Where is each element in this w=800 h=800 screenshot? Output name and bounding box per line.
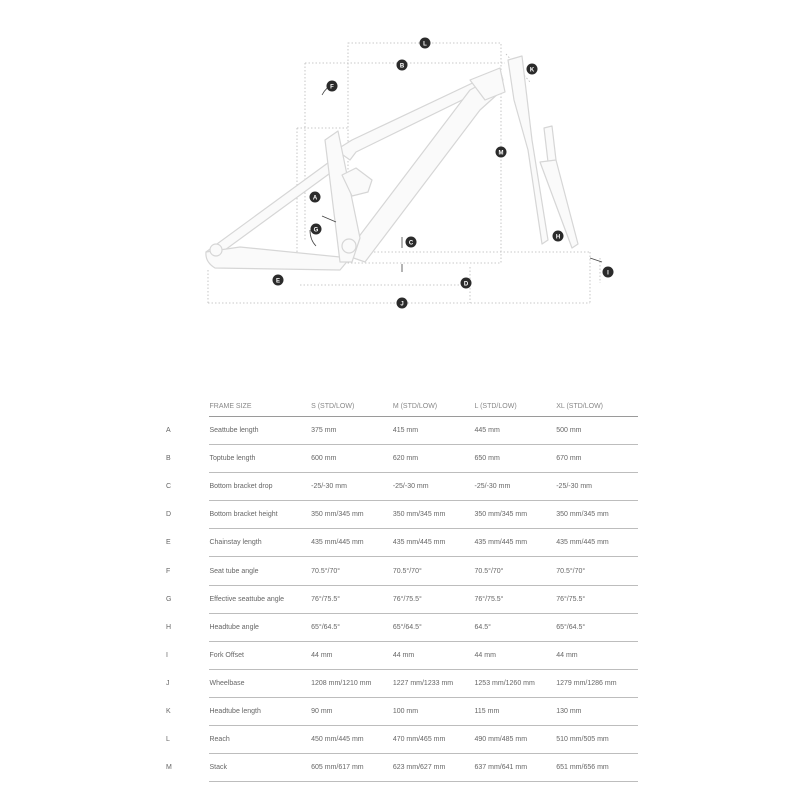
marker-letter: I bbox=[607, 270, 609, 277]
row-value: 44 mm bbox=[311, 641, 393, 669]
row-letter: J bbox=[166, 679, 170, 687]
row-value: 1253 mm/1260 mm bbox=[475, 669, 557, 697]
row-value: 637 mm/641 mm bbox=[475, 754, 557, 782]
marker-letter: H bbox=[555, 234, 561, 241]
table-row bbox=[166, 585, 638, 613]
marker-letter: K bbox=[529, 67, 535, 74]
row-letter: K bbox=[166, 707, 171, 715]
row-value: 490 mm/485 mm bbox=[475, 726, 557, 754]
row-value: 450 mm/445 mm bbox=[311, 726, 393, 754]
row-value: 623 mm/627 mm bbox=[393, 754, 475, 782]
geometry-table bbox=[166, 397, 638, 782]
row-value: 44 mm bbox=[475, 641, 557, 669]
table-row bbox=[166, 473, 638, 501]
row-letter: H bbox=[166, 623, 172, 631]
row-value: 350 mm/345 mm bbox=[475, 501, 557, 529]
row-value: 1208 mm/1210 mm bbox=[311, 669, 393, 697]
row-label: Headtube length bbox=[209, 697, 311, 725]
row-value: 435 mm/445 mm bbox=[311, 529, 393, 557]
marker-letter: M bbox=[498, 150, 504, 157]
row-value: 620 mm bbox=[393, 445, 475, 473]
row-value: 470 mm/465 mm bbox=[393, 726, 475, 754]
row-value: -25/-30 mm bbox=[393, 473, 475, 501]
row-value: 350 mm/345 mm bbox=[311, 501, 393, 529]
row-value: 375 mm bbox=[311, 417, 393, 445]
row-letter: E bbox=[166, 539, 171, 547]
table-row bbox=[166, 417, 638, 445]
table-row bbox=[166, 613, 638, 641]
row-value: 70.5°/70° bbox=[393, 557, 475, 585]
row-value: 350 mm/345 mm bbox=[393, 501, 475, 529]
row-label: Headtube angle bbox=[209, 613, 311, 641]
table-row bbox=[166, 445, 638, 473]
row-label: Chainstay length bbox=[209, 529, 311, 557]
row-value: 130 mm bbox=[556, 697, 638, 725]
table-row bbox=[166, 641, 638, 669]
row-label: Stack bbox=[209, 754, 311, 782]
marker-letter: G bbox=[313, 227, 319, 234]
row-value: 651 mm/656 mm bbox=[556, 754, 638, 782]
row-label: Fork Offset bbox=[209, 641, 311, 669]
row-value: 435 mm/445 mm bbox=[475, 529, 557, 557]
size-s-header: S (STD/LOW) bbox=[311, 397, 393, 417]
row-label: Seat tube angle bbox=[209, 557, 311, 585]
row-label: Reach bbox=[209, 726, 311, 754]
table-row bbox=[166, 697, 638, 725]
marker-letter: E bbox=[275, 278, 281, 285]
row-value: 100 mm bbox=[393, 697, 475, 725]
row-value: 435 mm/445 mm bbox=[556, 529, 638, 557]
marker-letter: F bbox=[330, 84, 334, 91]
row-value: 1279 mm/1286 mm bbox=[556, 669, 638, 697]
frame-geometry-diagram bbox=[0, 0, 800, 340]
row-value: 70.5°/70° bbox=[311, 557, 393, 585]
row-value: 70.5°/70° bbox=[475, 557, 557, 585]
row-letter: I bbox=[166, 651, 168, 659]
row-value: 65°/64.5° bbox=[393, 613, 475, 641]
marker-letter: L bbox=[423, 41, 427, 48]
row-letter: G bbox=[166, 595, 172, 603]
row-letter: L bbox=[166, 736, 170, 744]
marker-letter: B bbox=[399, 63, 405, 70]
row-value: 115 mm bbox=[475, 697, 557, 725]
row-value: 90 mm bbox=[311, 697, 393, 725]
row-value: 65°/64.5° bbox=[311, 613, 393, 641]
row-value: 435 mm/445 mm bbox=[393, 529, 475, 557]
row-label: Bottom bracket drop bbox=[209, 473, 311, 501]
row-label: Toptube length bbox=[209, 445, 311, 473]
row-letter: M bbox=[166, 764, 172, 772]
table-row bbox=[166, 669, 638, 697]
row-letter: C bbox=[166, 483, 172, 491]
row-value: 76°/75.5° bbox=[475, 585, 557, 613]
row-value: 445 mm bbox=[475, 417, 557, 445]
row-value: 70.5°/70° bbox=[556, 557, 638, 585]
marker-letter: D bbox=[463, 281, 469, 288]
row-value: 670 mm bbox=[556, 445, 638, 473]
table-row bbox=[166, 754, 638, 782]
row-label: Seattube length bbox=[209, 417, 311, 445]
row-value: 650 mm bbox=[475, 445, 557, 473]
marker-letter: C bbox=[408, 240, 414, 247]
row-value: 500 mm bbox=[556, 417, 638, 445]
row-letter: D bbox=[166, 511, 172, 519]
row-value: 76°/75.5° bbox=[393, 585, 475, 613]
row-label: Wheelbase bbox=[209, 669, 311, 697]
table-row bbox=[166, 501, 638, 529]
row-value: 510 mm/505 mm bbox=[556, 726, 638, 754]
marker-letter: A bbox=[312, 195, 318, 202]
table-row bbox=[166, 529, 638, 557]
row-letter: F bbox=[166, 567, 171, 575]
row-value: 64.5° bbox=[475, 613, 557, 641]
size-l-header: L (STD/LOW) bbox=[475, 397, 557, 417]
row-label: Effective seattube angle bbox=[209, 585, 311, 613]
row-value: 65°/64.5° bbox=[556, 613, 638, 641]
row-letter: A bbox=[166, 427, 171, 435]
frame-size-header: FRAME SIZE bbox=[209, 397, 311, 417]
table-row bbox=[166, 726, 638, 754]
row-value: -25/-30 mm bbox=[311, 473, 393, 501]
row-value: 76°/75.5° bbox=[556, 585, 638, 613]
table-header-row bbox=[166, 397, 638, 417]
row-label: Bottom bracket height bbox=[209, 501, 311, 529]
row-value: 1227 mm/1233 mm bbox=[393, 669, 475, 697]
row-letter: B bbox=[166, 455, 171, 463]
row-value: 76°/75.5° bbox=[311, 585, 393, 613]
marker-letter: J bbox=[400, 301, 404, 308]
row-value: 44 mm bbox=[556, 641, 638, 669]
size-m-header: M (STD/LOW) bbox=[393, 397, 475, 417]
row-value: 600 mm bbox=[311, 445, 393, 473]
row-value: 350 mm/345 mm bbox=[556, 501, 638, 529]
row-value: 44 mm bbox=[393, 641, 475, 669]
size-xl-header: XL (STD/LOW) bbox=[556, 397, 638, 417]
row-value: -25/-30 mm bbox=[556, 473, 638, 501]
letter-header bbox=[166, 397, 209, 417]
row-value: -25/-30 mm bbox=[475, 473, 557, 501]
row-value: 415 mm bbox=[393, 417, 475, 445]
bike-frame-outline bbox=[206, 56, 578, 270]
table-row bbox=[166, 557, 638, 585]
row-value: 605 mm/617 mm bbox=[311, 754, 393, 782]
